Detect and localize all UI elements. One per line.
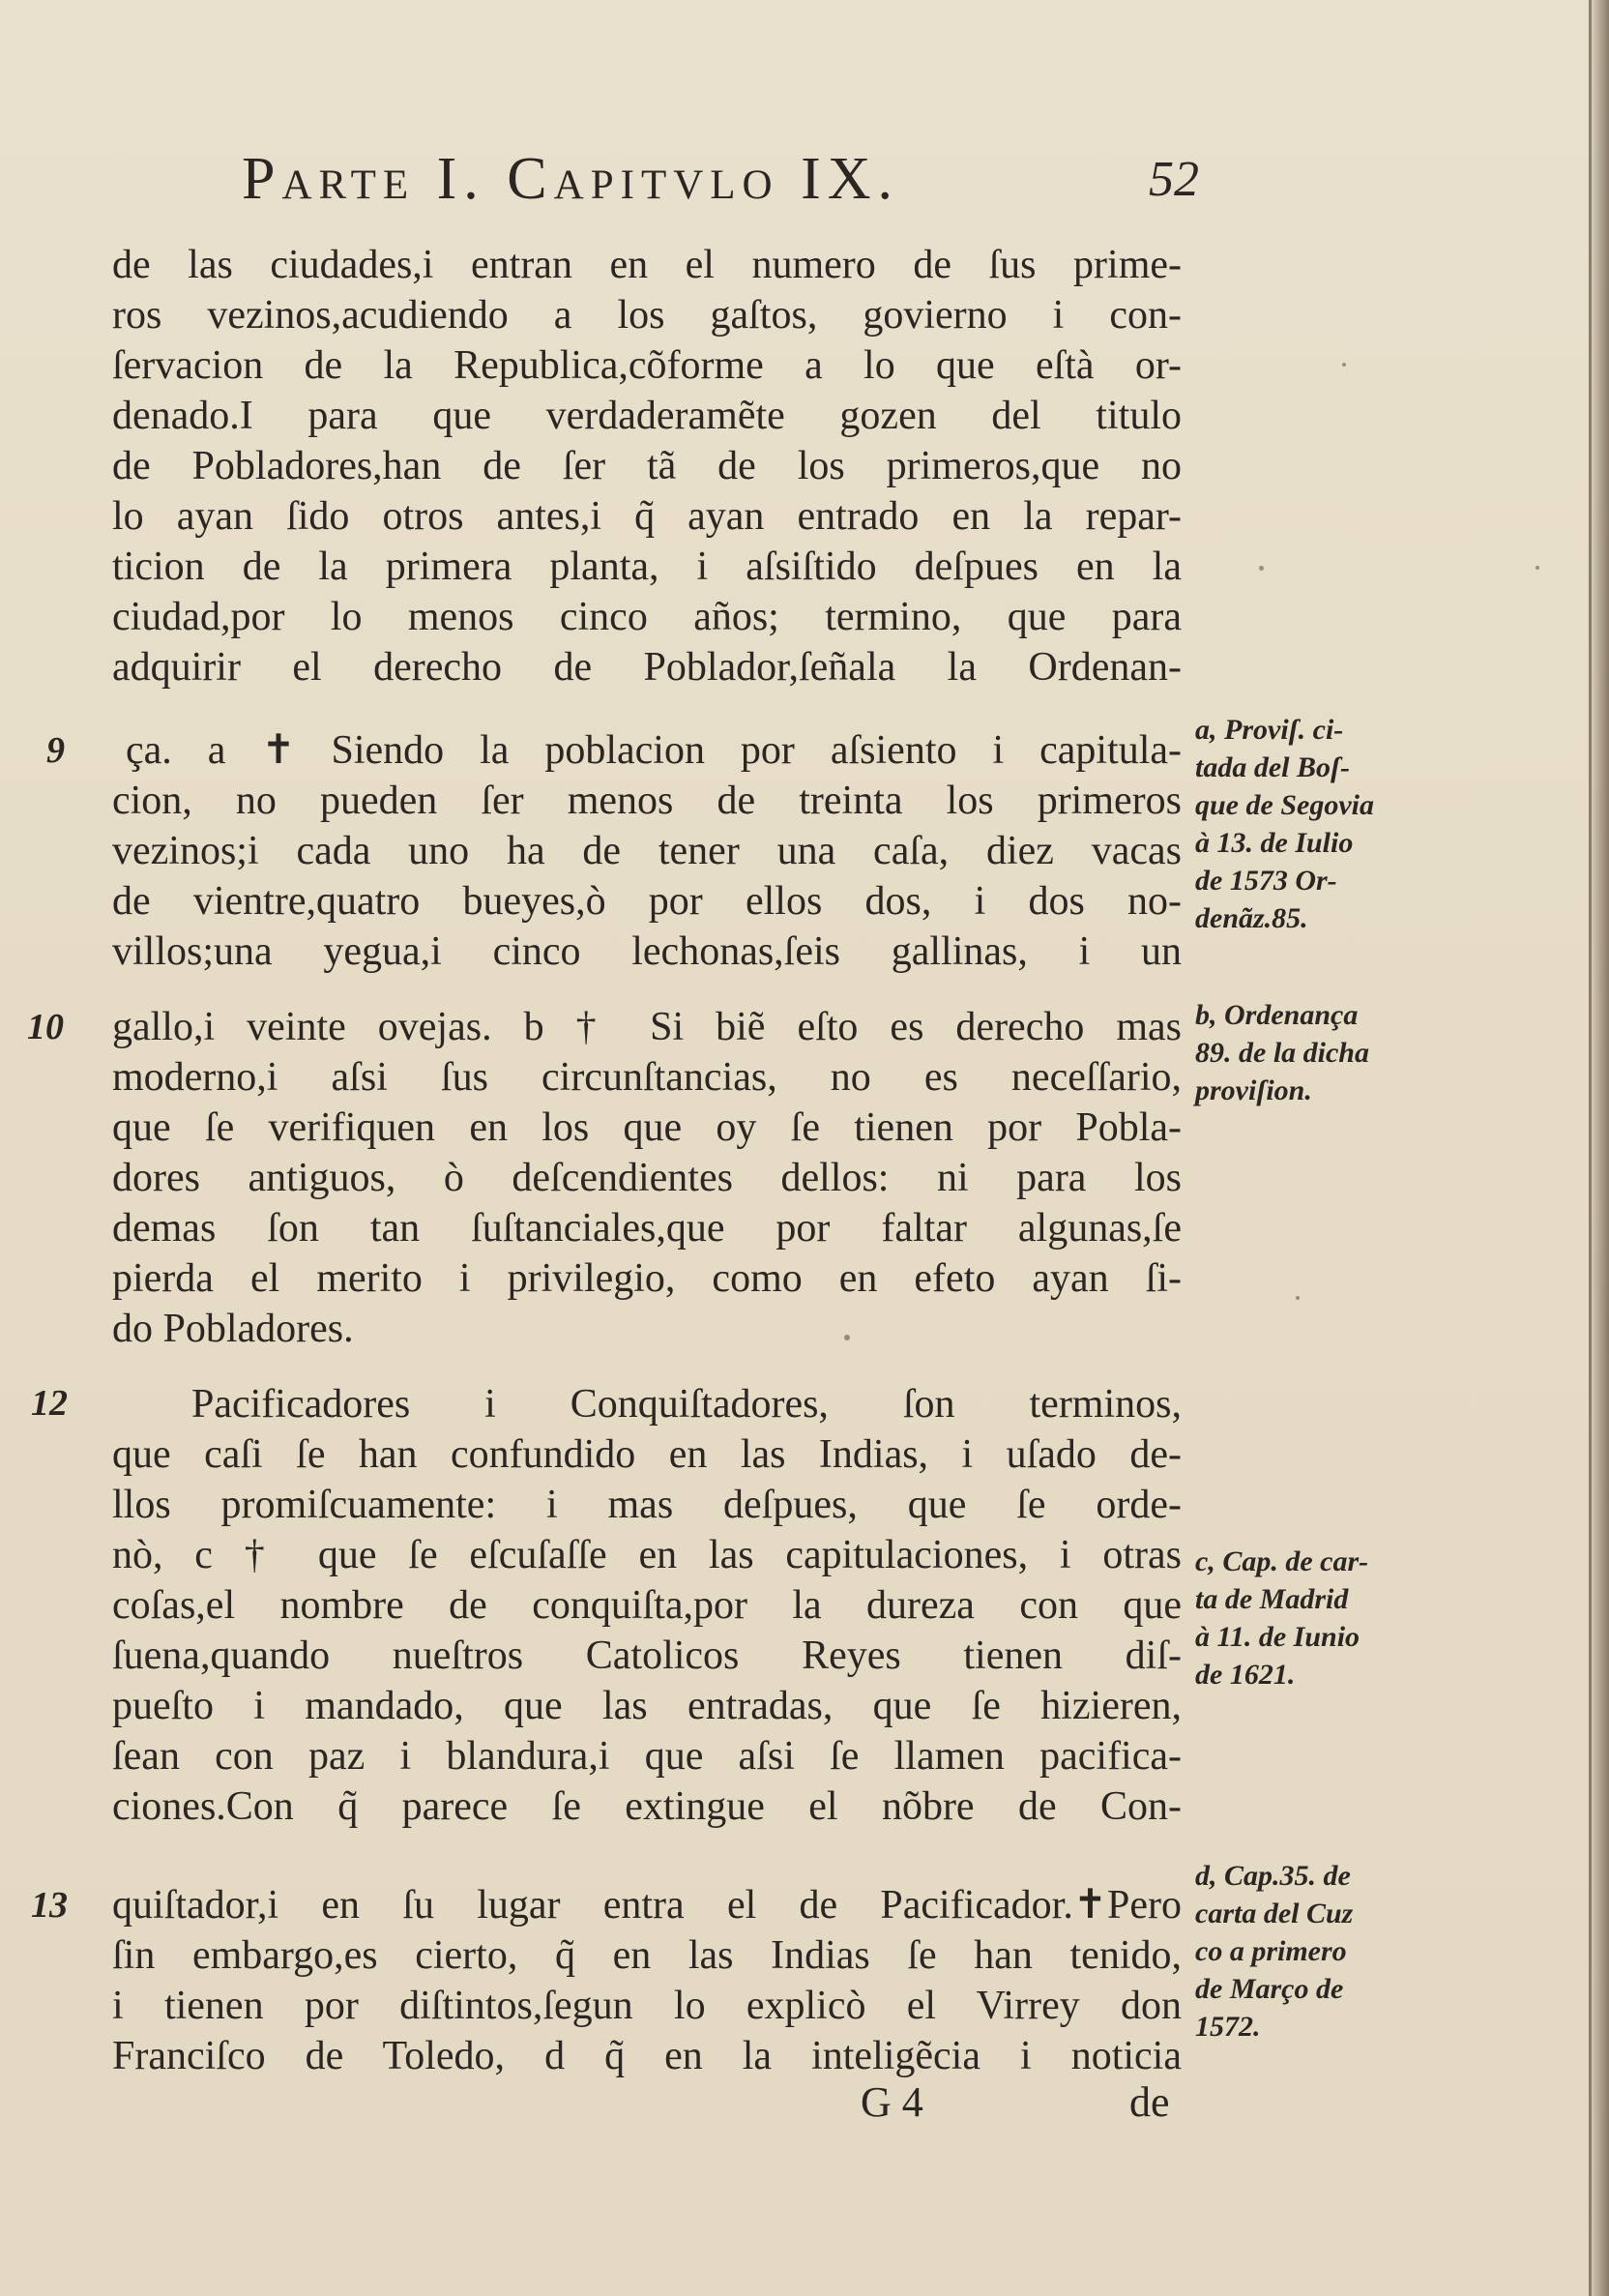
text-line: adquirir el derecho de Poblador,ſeñala la Ordenan- [112, 645, 1182, 690]
note-line: 89. de la dicha [1195, 1037, 1369, 1069]
text-line: ciones.Con q̃ parece ſe extingue el nõbre de Con- [112, 1784, 1182, 1829]
running-header [242, 145, 1199, 222]
note-line: proviſion. [1195, 1074, 1312, 1106]
paper-speck [1536, 566, 1539, 570]
text-line: gallo,i veinte ovejas. b † Si biẽ eſto es derecho mas [112, 1005, 1182, 1049]
marginal-note-c [1195, 1543, 1456, 1693]
text-line: ciudad,por lo menos cinco años; termino, que para [112, 595, 1182, 639]
note-line: carta del Cuz [1195, 1898, 1354, 1929]
text-line: Pacificadores i Conquiſtadores, ſon terminos, [191, 1382, 1182, 1427]
text-line: ſervacion de la Republica,cõforme a lo que eſtà or- [112, 343, 1182, 388]
paper-speck [1296, 1296, 1300, 1300]
text-line: pierda el merito i privilegio, como en efeto ayan ſi- [112, 1256, 1182, 1301]
note-line: co a primero [1195, 1935, 1347, 1967]
text-line: ros vezinos,acudiendo a los gaſtos, govierno i con- [112, 293, 1182, 338]
note-line: b, Ordenança [1195, 999, 1359, 1031]
page-number: 52 [1149, 152, 1199, 207]
marginal-note-b [1195, 996, 1456, 1109]
running-title: Parte I. Capitvlo IX. [242, 146, 900, 212]
note-line: a, Proviſ. ci- [1195, 714, 1344, 746]
marginal-note-a [1195, 711, 1456, 937]
text-line: nò, c † que ſe eſcuſaſſe en las capitulaciones, i otras [112, 1533, 1182, 1577]
text-line: que caſi ſe han confundido en las Indias, i uſado de- [112, 1432, 1182, 1477]
text-line: que ſe verifiquen en los que oy ſe tienen por Pobla- [112, 1105, 1182, 1150]
text-line: ticion de la primera planta, i aſsiſtido deſpues en la [112, 545, 1182, 589]
note-line: tada del Boſ- [1195, 751, 1350, 783]
note-line: d, Cap.35. de [1195, 1860, 1351, 1892]
text-line: coſas,el nombre de conquiſta,por la dureza con que [112, 1583, 1182, 1628]
text-line: dores antiguos, ò deſcendientes dellos: ni para los [112, 1156, 1182, 1200]
note-line: c, Cap. de car- [1195, 1545, 1369, 1577]
margin-number-12: 12 [31, 1383, 68, 1424]
margin-number-13: 13 [31, 1885, 68, 1926]
note-line: ta de Madrid [1195, 1583, 1349, 1615]
text-line: moderno,i aſsi ſus circunſtancias, no es neceſſario, [112, 1055, 1182, 1100]
paper-speck [1259, 566, 1264, 571]
text-line: cion, no pueden ſer menos de treinta los primeros [112, 779, 1182, 823]
note-line: à 13. de Iulio [1195, 827, 1354, 859]
note-line: à 11. de Iunio [1195, 1621, 1360, 1653]
paper-speck [1342, 363, 1346, 367]
note-line: de Março de [1195, 1973, 1344, 2005]
text-line: quiſtador,i en ſu lugar entra el de Pacificador.✝Pero [112, 1883, 1182, 1928]
note-line: de 1621. [1195, 1659, 1296, 1691]
text-line: llos promiſcuamente: i mas deſpues, que ſe orde- [112, 1483, 1182, 1527]
note-line: denãz.85. [1195, 902, 1308, 934]
catchword: de [1129, 2078, 1170, 2126]
note-line: 1572. [1195, 2011, 1261, 2043]
signature-mark: G 4 [861, 2078, 923, 2126]
text-line: Franciſco de Toledo, d q̃ en la inteligẽcia i noticia [112, 2034, 1182, 2078]
text-line: ſuena,quando nueſtros Catolicos Reyes tienen diſ- [112, 1634, 1182, 1678]
text-line: ça. a ✝ Siendo la poblacion por aſsiento i capitula- [126, 728, 1182, 773]
margin-number-10: 10 [27, 1007, 64, 1047]
text-line: de las ciudades,i entran en el numero de ſus prime- [112, 243, 1182, 287]
note-line: que de Segovia [1195, 789, 1374, 821]
text-line: ſin embargo,es cierto, q̃ en las Indias ſe han tenido, [112, 1933, 1182, 1978]
paper-speck [844, 1335, 850, 1340]
text-line: de Pobladores,han de ſer tã de los primeros,que no [112, 444, 1182, 488]
marginal-note-d [1195, 1857, 1456, 2046]
text-line: de vientre,quatro bueyes,ò por ellos dos, i dos no- [112, 879, 1182, 924]
text-line: demas ſon tan ſuſtanciales,que por faltar algunas,ſe [112, 1206, 1182, 1251]
text-line: i tienen por diſtintos,ſegun lo explicò el Virrey don [112, 1984, 1182, 2028]
text-line: do Pobladores. [112, 1307, 354, 1351]
margin-number-9: 9 [46, 730, 65, 771]
page-edge-line [1589, 0, 1592, 2296]
text-line: vezinos;i cada uno ha de tener una caſa, diez vacas [112, 829, 1182, 873]
text-line: villos;una yegua,i cinco lechonas,ſeis gallinas, i un [112, 929, 1182, 974]
text-line: ſean con paz i blandura,i que aſsi ſe llamen pacifica- [112, 1734, 1182, 1779]
text-line: pueſto i mandado, que las entradas, que ſe hizieren, [112, 1684, 1182, 1728]
note-line: de 1573 Or- [1195, 865, 1337, 897]
text-line: denado.I para que verdaderamẽte gozen del titulo [112, 394, 1182, 438]
text-line: lo ayan ſido otros antes,i q̃ ayan entrado en la repar- [112, 494, 1182, 539]
